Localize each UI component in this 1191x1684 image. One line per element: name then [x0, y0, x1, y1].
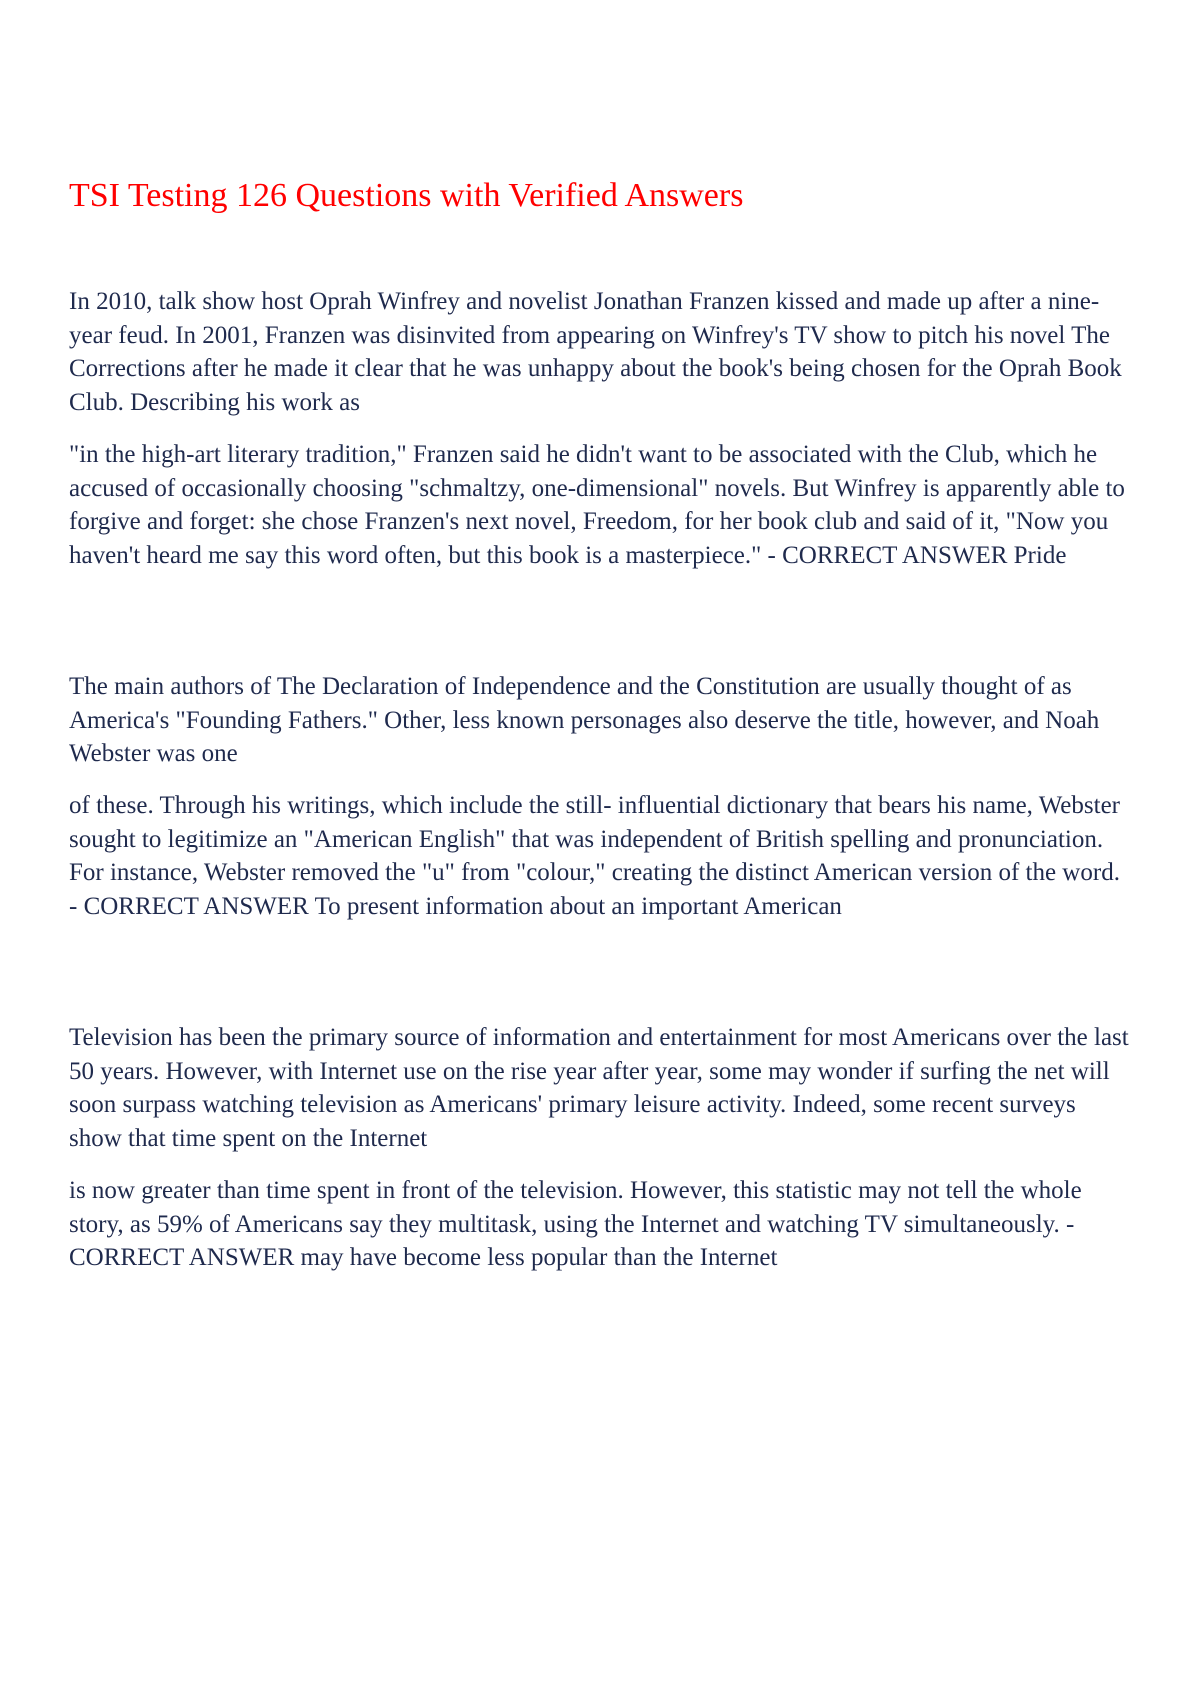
- question-1-continuation: "in the high-art literary tradition," Franzen said he didn't want to be associated with the Club, which he accused of occasionally choosing "schmaltzy, one-dimensional" novels. But Winfrey is apparently able to forgive and forget: she chose Franzen's next novel, Freedom, for her book club and said of it, "Now you haven't heard me say this word often, but this book is a masterpiece." - CORRECT ANSWER Pride: [69, 441, 1125, 569]
- document-title: TSI Testing 126 Questions with Verified Answers: [69, 177, 744, 214]
- question-2-continuation: of these. Through his writings, which include the still- influential dictionary that bears his name, Webster sought to legitimize an "American English" that was independent of British spelling and pronunciation. For instance, Webster removed the "u" from "colour," creating the distinct American version of the word. - CORRECT ANSWER To present information about an important American: [69, 792, 1121, 920]
- question-3-continuation: is now greater than time spent in front of the television. However, this statistic may not tell the whole story, as 59% of Americans say they multitask, using the Internet and watching TV simultaneously. - CORRECT ANSWER may have become less popular than the Internet: [69, 1177, 1082, 1271]
- question-1-text: In 2010, talk show host Oprah Winfrey and novelist Jonathan Franzen kissed and made up after a nine-year feud. In 2001, Franzen was disinvited from appearing on Winfrey's TV show to pitch his novel The Corrections after he made it clear that he was unhappy about the book's being chosen for the Oprah Book Club. Describing his work as: [69, 288, 1122, 416]
- question-3-text: Television has been the primary source of information and entertainment for most Americans over the last 50 years. However, with Internet use on the rise year after year, some may wonder if surfing the net will soon surpass watching television as Americans' primary leisure activity. Indeed, some recent surveys show that time spent on the Internet: [69, 1024, 1129, 1152]
- question-2-text: The main authors of The Declaration of Independence and the Constitution are usually thought of as America's "Founding Fathers." Other, less known personages also deserve the title, however, and Noah Webster was one: [69, 673, 1100, 767]
